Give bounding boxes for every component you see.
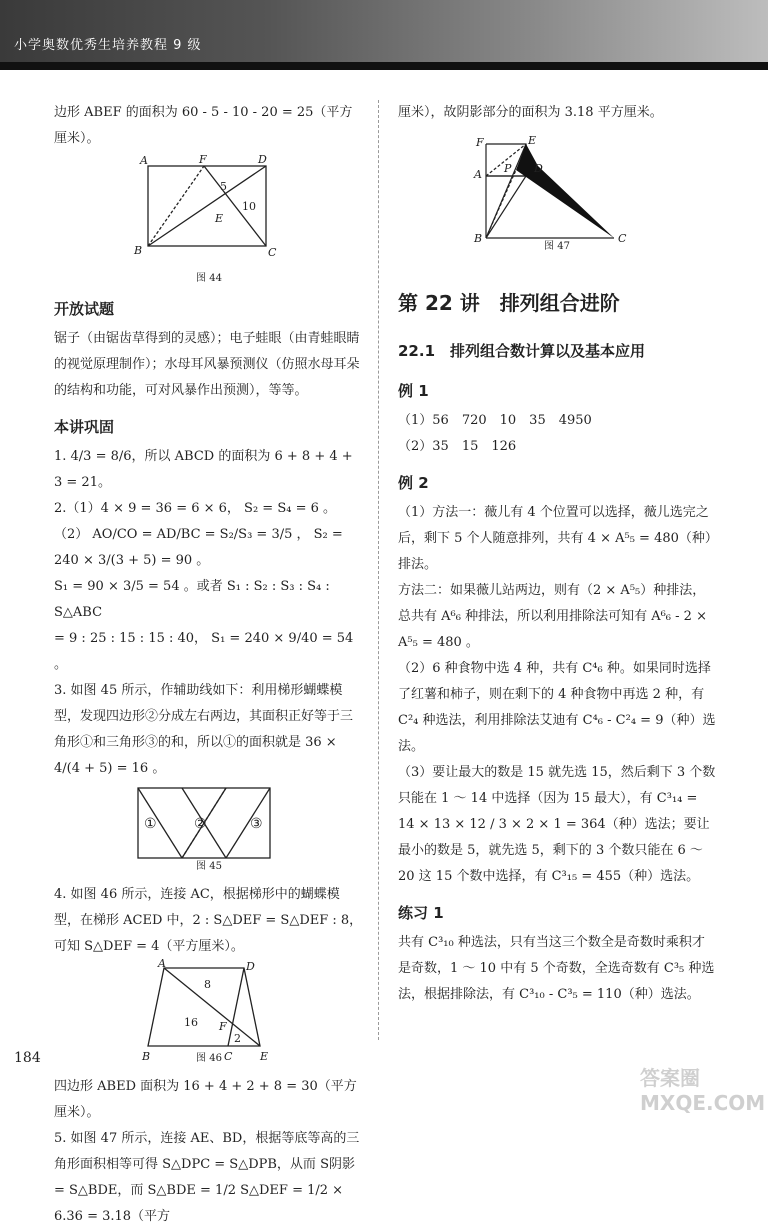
fig47-caption: 图 47 [544,241,570,252]
review-item-5: 5. 如图 47 所示，连接 AE、BD，根据等底等高的三角形面积相等可得 S△DPC = S△DPB，从而 S阴影 = S△BDE，而 S△BDE = 1/2 S△DEF = 1/2 × 6.36 = 3.18（平方 [54,1131,360,1224]
example-1-line-2: （2）35 15 126 [398,439,517,454]
fig45-region-2: ② [194,816,207,832]
example-2-part-1: （1）方法一：薇儿有 4 个位置可以选择，薇儿选完之后，剩下 5 个人随意排列，共有 4 × A⁵₅ = 480（种）排法。 [398,505,712,572]
review-item-3: 3. 如图 45 所示，作辅助线如下：利用梯形蝴蝶模型，发现四边形②分成左右两边，其面积正好等于三角形①和三角形③的和，所以①的面积就是 36 × 4/(4 + 5) = 16 。 [54,683,354,776]
fig44-caption: 图 44 [196,273,222,284]
example-2-part-2: （2）6 种食物中选 4 种，共有 C⁴₆ 种。如果同时选择了红薯和柿子，则在剩下的 4 种食物中再选 2 种，有 C²₄ 种选法，利用排除法艾迪有 C⁴₆ - C²₄ = 9（种）选法。 [398,661,716,754]
fig45-region-1: ① [144,816,157,832]
fig44-label-d: D [258,153,267,166]
fig46-label-f: F [219,1020,227,1033]
review-item-2b: （2） AO/CO = AD/BC = S₂/S₃ = 3/5 ， S₂ = 240 × 3/(3 + 5) = 90 。 [54,527,343,568]
right-paragraph-1: 厘米），故阴影部分的面积为 3.18 平方厘米。 [398,105,663,120]
fig47-label-b: B [474,232,483,245]
fig47-label-c: C [618,232,627,245]
example-1-title: 例 1 [398,382,429,400]
fig44-label-e: E [215,212,224,225]
fig46-label-b: B [142,1050,151,1063]
review-item-2c: S₁ = 90 × 3/5 = 54 。或者 S₁ : S₂ : S₃ : S₄ : S△ABC [54,579,330,620]
right-column [398,100,716,1008]
example-2-method-2: 方法二：如果薇儿站两边，则有（2 × A⁵₅）种排法，总共有 A⁶₆ 种排法，所以利用排除法可知有 A⁶₆ - 2 × A⁵₅ = 480 。 [398,583,707,650]
fig46-label-d: D [246,960,255,973]
watermark: 答案圈 MXQE.COM [640,1066,766,1115]
fig45-caption: 图 45 [196,861,222,872]
figure-47 [398,126,716,245]
review-item-4-area: 四边形 ABED 面积为 16 + 4 + 2 + 8 = 30（平方厘米）。 [54,1079,357,1120]
review-item-2d: = 9 : 25 : 15 : 15 : 40， S₁ = 240 × 9/40 = 54 。 [54,631,354,672]
figure-44 [54,152,364,272]
example-1-line-1: （1）56 720 10 35 4950 [398,413,592,428]
lecture-title: 第 22 讲 排列组合进阶 [398,291,620,315]
review-item-4: 4. 如图 46 所示，连接 AC，根据梯形中的蝴蝶模型，在梯形 ACED 中，2 : S△DEF = S△DEF : 8，可知 S△DEF = 4（平方厘米）。 [54,887,363,954]
left-column [54,100,364,1230]
page-header [0,0,768,62]
fig47-label-d: D [534,162,543,175]
fig46-caption: 图 46 [196,1053,222,1064]
fig46-label-c: C [224,1050,233,1063]
fig44-label-c: C [268,246,277,259]
fig47-label-p: P [504,162,512,175]
fig46-label-e: E [260,1050,269,1063]
section-title: 22.1 排列组合数计算以及基本应用 [398,342,646,360]
review-title: 本讲巩固 [54,418,115,436]
fig44-label-f: F [199,153,207,166]
fig44-area-5: 5 [220,180,227,193]
fig44-label-b: B [134,244,143,257]
column-divider [378,100,379,1040]
fig44-label-a: A [140,154,148,167]
open-questions-text: 锯子（由锯齿草得到的灵感）；电子蛙眼（由青蛙眼睛的视觉原理制作）；水母耳风暴预测仪（仿照水母耳朵的结构和功能，可对风暴作出预测），等等。 [54,331,360,398]
fig46-area-16: 16 [184,1016,198,1029]
example-2-part-3: （3）要让最大的数是 15 就先选 15，然后剩下 3 个数只能在 1 ～ 14 中选择（因为 15 最大），有 C³₁₄ = 14 × 13 × 12 / 3 × 2 × 1 = 364（种）选法；要让最小的数是 5，就先选 5，剩下的 3 个数只能在 6 ～ 20 这 15 个数中选择，有 C³₁₅ = 455（种）选法。 [398,765,716,884]
review-item-1: 1. 4/3 = 8/6，所以 ABCD 的面积为 6 + 8 + 4 + 3 = 21。 [54,449,353,490]
page-number: 184 [14,1050,41,1066]
example-2-title: 例 2 [398,474,429,492]
practice-1-text: 共有 C³₁₀ 种选法，只有当这三个数全是奇数时乘积才是奇数，1 ～ 10 中有 5 个奇数，全选奇数有 C³₅ 种选法，根据排除法，有 C³₁₀ - C³₅ = 110（种）选法。 [398,935,715,1002]
fig47-label-a: A [474,168,482,181]
fig46-area-8: 8 [204,978,211,991]
practice-1-title: 练习 1 [398,904,444,922]
fig47-label-e: E [528,134,537,147]
open-questions-title: 开放试题 [54,300,115,318]
left-paragraph-1: 边形 ABEF 的面积为 60 - 5 - 10 - 20 = 25（平方厘米）。 [54,105,353,146]
header-bar [0,62,768,70]
figure-45 [54,782,364,860]
book-title: 小学奥数优秀生培养教程 9 级 [14,38,202,53]
fig45-region-3: ③ [250,816,263,832]
fig44-area-10: 10 [242,200,256,213]
fig47-label-f: F [476,136,484,149]
review-item-2a: 2.（1）4 × 9 = 36 = 6 × 6， S₂ = S₄ = 6 。 [54,501,337,516]
fig46-label-a: A [158,957,166,970]
fig46-area-2: 2 [234,1032,241,1045]
